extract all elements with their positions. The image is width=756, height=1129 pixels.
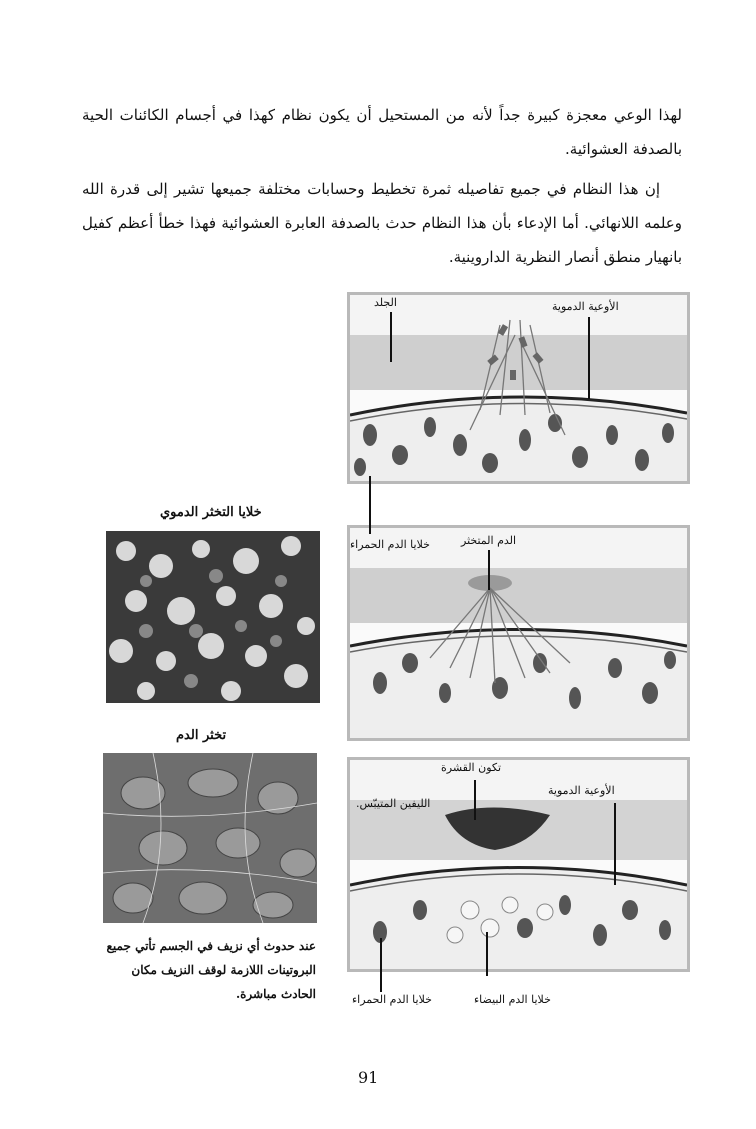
label-skin: الجلد (374, 296, 397, 309)
leader-scab (474, 780, 476, 820)
leader-white-cells (486, 932, 488, 976)
label-white-blood-cells: خلايا الدم البيضاء (474, 993, 551, 1006)
label-red-blood-cells: خلايا الدم الحمراء (350, 538, 430, 551)
leader-clotted-blood (488, 550, 490, 590)
paragraph-1: لهذا الوعي معجزة كبيرة جداً لأنه من المستحيل أن يكون نظام كهذا في أجسام الكائنات الحية بالصدفة العشوائية. (82, 106, 682, 158)
diagram-panel-scab (347, 757, 690, 972)
label-clotted-blood: الدم المتخثر (461, 534, 517, 547)
leader-red-cells (369, 476, 371, 534)
diagram-panel-wound (347, 292, 690, 484)
label-blood-vessels: الأوعية الدموية (552, 300, 619, 313)
leader-vessels-2 (614, 803, 616, 885)
label-scab-formation: تكون القشرة (441, 761, 502, 774)
diagram-panel-clotting (347, 525, 690, 741)
blood-clot-photo (103, 753, 317, 923)
leader-skin (390, 312, 392, 362)
paragraph-2: إن هذا النظام في جميع تفاصيله ثمرة تخطيط وحسابات مختلفة جميعها تشير إلى قدرة الله وعلمه اللانهائي. أما الإدعاء بأن هذا النظام حدث بالصدفة العابرة العشوائية فهذا خطأ أعظم كفيل بانهيار منطق أنصار النظرية الداروينية. (82, 180, 682, 266)
label-red-blood-cells-2: خلايا الدم الحمراء (352, 993, 432, 1006)
photo-caption-clotting-cells: خلايا التخثر الدموي (160, 505, 262, 520)
page-number: 91 (358, 1068, 379, 1087)
photo-caption-blood-clot: تخثر الدم (176, 728, 227, 743)
leader-vessels-1 (588, 317, 590, 399)
leader-red-cells-2 (380, 938, 382, 992)
photo-note: عند حدوث أي نزيف في الجسم تأتي جميع البروتينات اللازمة لوقف النزيف مكان الحادث مباشرة. (106, 939, 316, 1001)
clotting-cells-photo (106, 531, 320, 703)
label-hardened-fibrin: الليفين المتيبّس. (356, 797, 431, 810)
label-blood-vessels-2: الأوعية الدموية (548, 784, 615, 797)
